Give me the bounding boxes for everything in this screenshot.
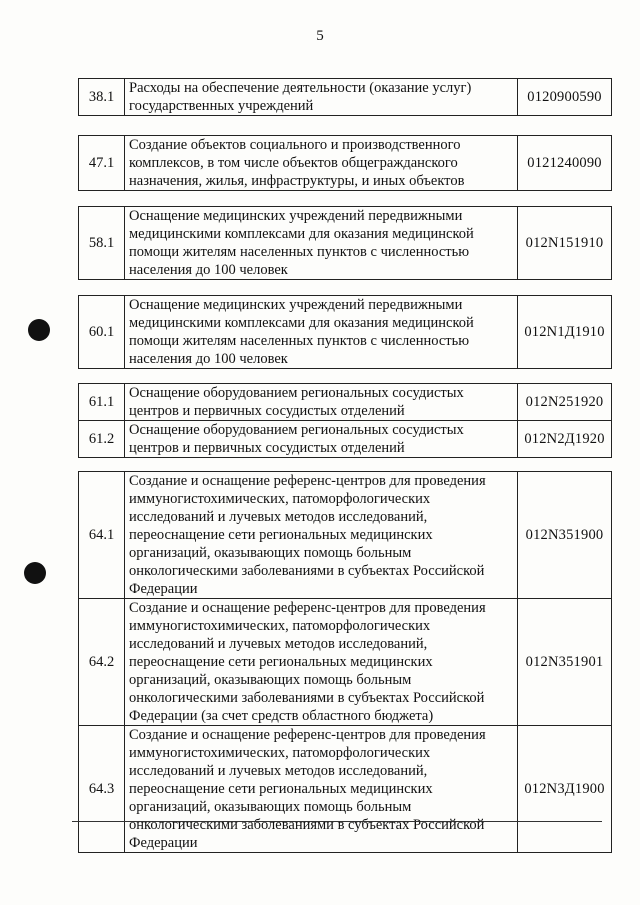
table-row: [79, 384, 612, 421]
footer-divider: [72, 821, 602, 822]
row-description: Расходы на обеспечение деятельности (оказание услуг) государственных учреждений: [125, 79, 518, 116]
row-description: Создание и оснащение референс-центров для проведения иммуногистохимических, патоморфологических исследований и лучевых методов исследований, переоснащение сети региональных медицинских организаций, оказывающих помощь больным онкологическими заболеваниями в субъектах Российской Федерации: [125, 472, 518, 599]
table-block-60-1: [78, 295, 612, 369]
row-kbk-code: 012N151910: [518, 207, 612, 280]
row-kbk-code: 012N3Д1900: [518, 726, 612, 853]
row-kbk-code: 0120900590: [518, 79, 612, 116]
table-row: [79, 421, 612, 458]
row-code: 64.3: [79, 726, 125, 853]
row-description: Оснащение медицинских учреждений передвижными медицинскими комплексами для оказания медицинской помощи жителям населенных пунктов с численностью населения до 100 человек: [125, 296, 518, 369]
row-description: Создание и оснащение референс-центров для проведения иммуногистохимических, патоморфологических исследований и лучевых методов исследований, переоснащение сети региональных медицинских организаций, оказывающих помощь больным онкологическими заболеваниями в субъектах Российской Федерации (за счет средств областного бюджета): [125, 599, 518, 726]
table-row: [79, 136, 612, 191]
row-kbk-code: 012N251920: [518, 384, 612, 421]
table-row: [79, 599, 612, 726]
row-kbk-code: 012N2Д1920: [518, 421, 612, 458]
row-code: 61.1: [79, 384, 125, 421]
page-number: 5: [316, 28, 324, 44]
table-row: [79, 207, 612, 280]
table-block-38-1: [78, 78, 612, 116]
table-block-64: [78, 471, 612, 853]
row-description: Создание объектов социального и производственного комплексов, в том числе объектов общегражданского назначения, жилья, инфраструктуры, и иных объектов: [125, 136, 518, 191]
table-block-58-1: [78, 206, 612, 280]
row-code: 58.1: [79, 207, 125, 280]
row-description: Оснащение оборудованием региональных сосудистых центров и первичных сосудистых отделений: [125, 421, 518, 458]
row-description: Оснащение медицинских учреждений передвижными медицинскими комплексами для оказания медицинской помощи жителям населенных пунктов с численностью населения до 100 человек: [125, 207, 518, 280]
row-description: Создание и оснащение референс-центров для проведения иммуногистохимических, патоморфологических исследований и лучевых методов исследований, переоснащение сети региональных медицинских организаций, оказывающих помощь больным онкологическими заболеваниями в субъектах Российской Федерации: [125, 726, 518, 853]
row-code: 64.1: [79, 472, 125, 599]
table-row: [79, 472, 612, 599]
table-block-47-1: [78, 135, 612, 191]
table-row: [79, 726, 612, 853]
row-kbk-code: 012N351900: [518, 472, 612, 599]
row-code: 61.2: [79, 421, 125, 458]
row-description: Оснащение оборудованием региональных сосудистых центров и первичных сосудистых отделений: [125, 384, 518, 421]
row-kbk-code: 012N351901: [518, 599, 612, 726]
punch-hole-mark: [28, 319, 50, 341]
row-code: 64.2: [79, 599, 125, 726]
table-row: [79, 296, 612, 369]
row-kbk-code: 012N1Д1910: [518, 296, 612, 369]
row-code: 60.1: [79, 296, 125, 369]
row-code: 38.1: [79, 79, 125, 116]
row-kbk-code: 0121240090: [518, 136, 612, 191]
table-row: [79, 79, 612, 116]
row-code: 47.1: [79, 136, 125, 191]
punch-hole-mark: [24, 562, 46, 584]
table-block-61: [78, 383, 612, 458]
